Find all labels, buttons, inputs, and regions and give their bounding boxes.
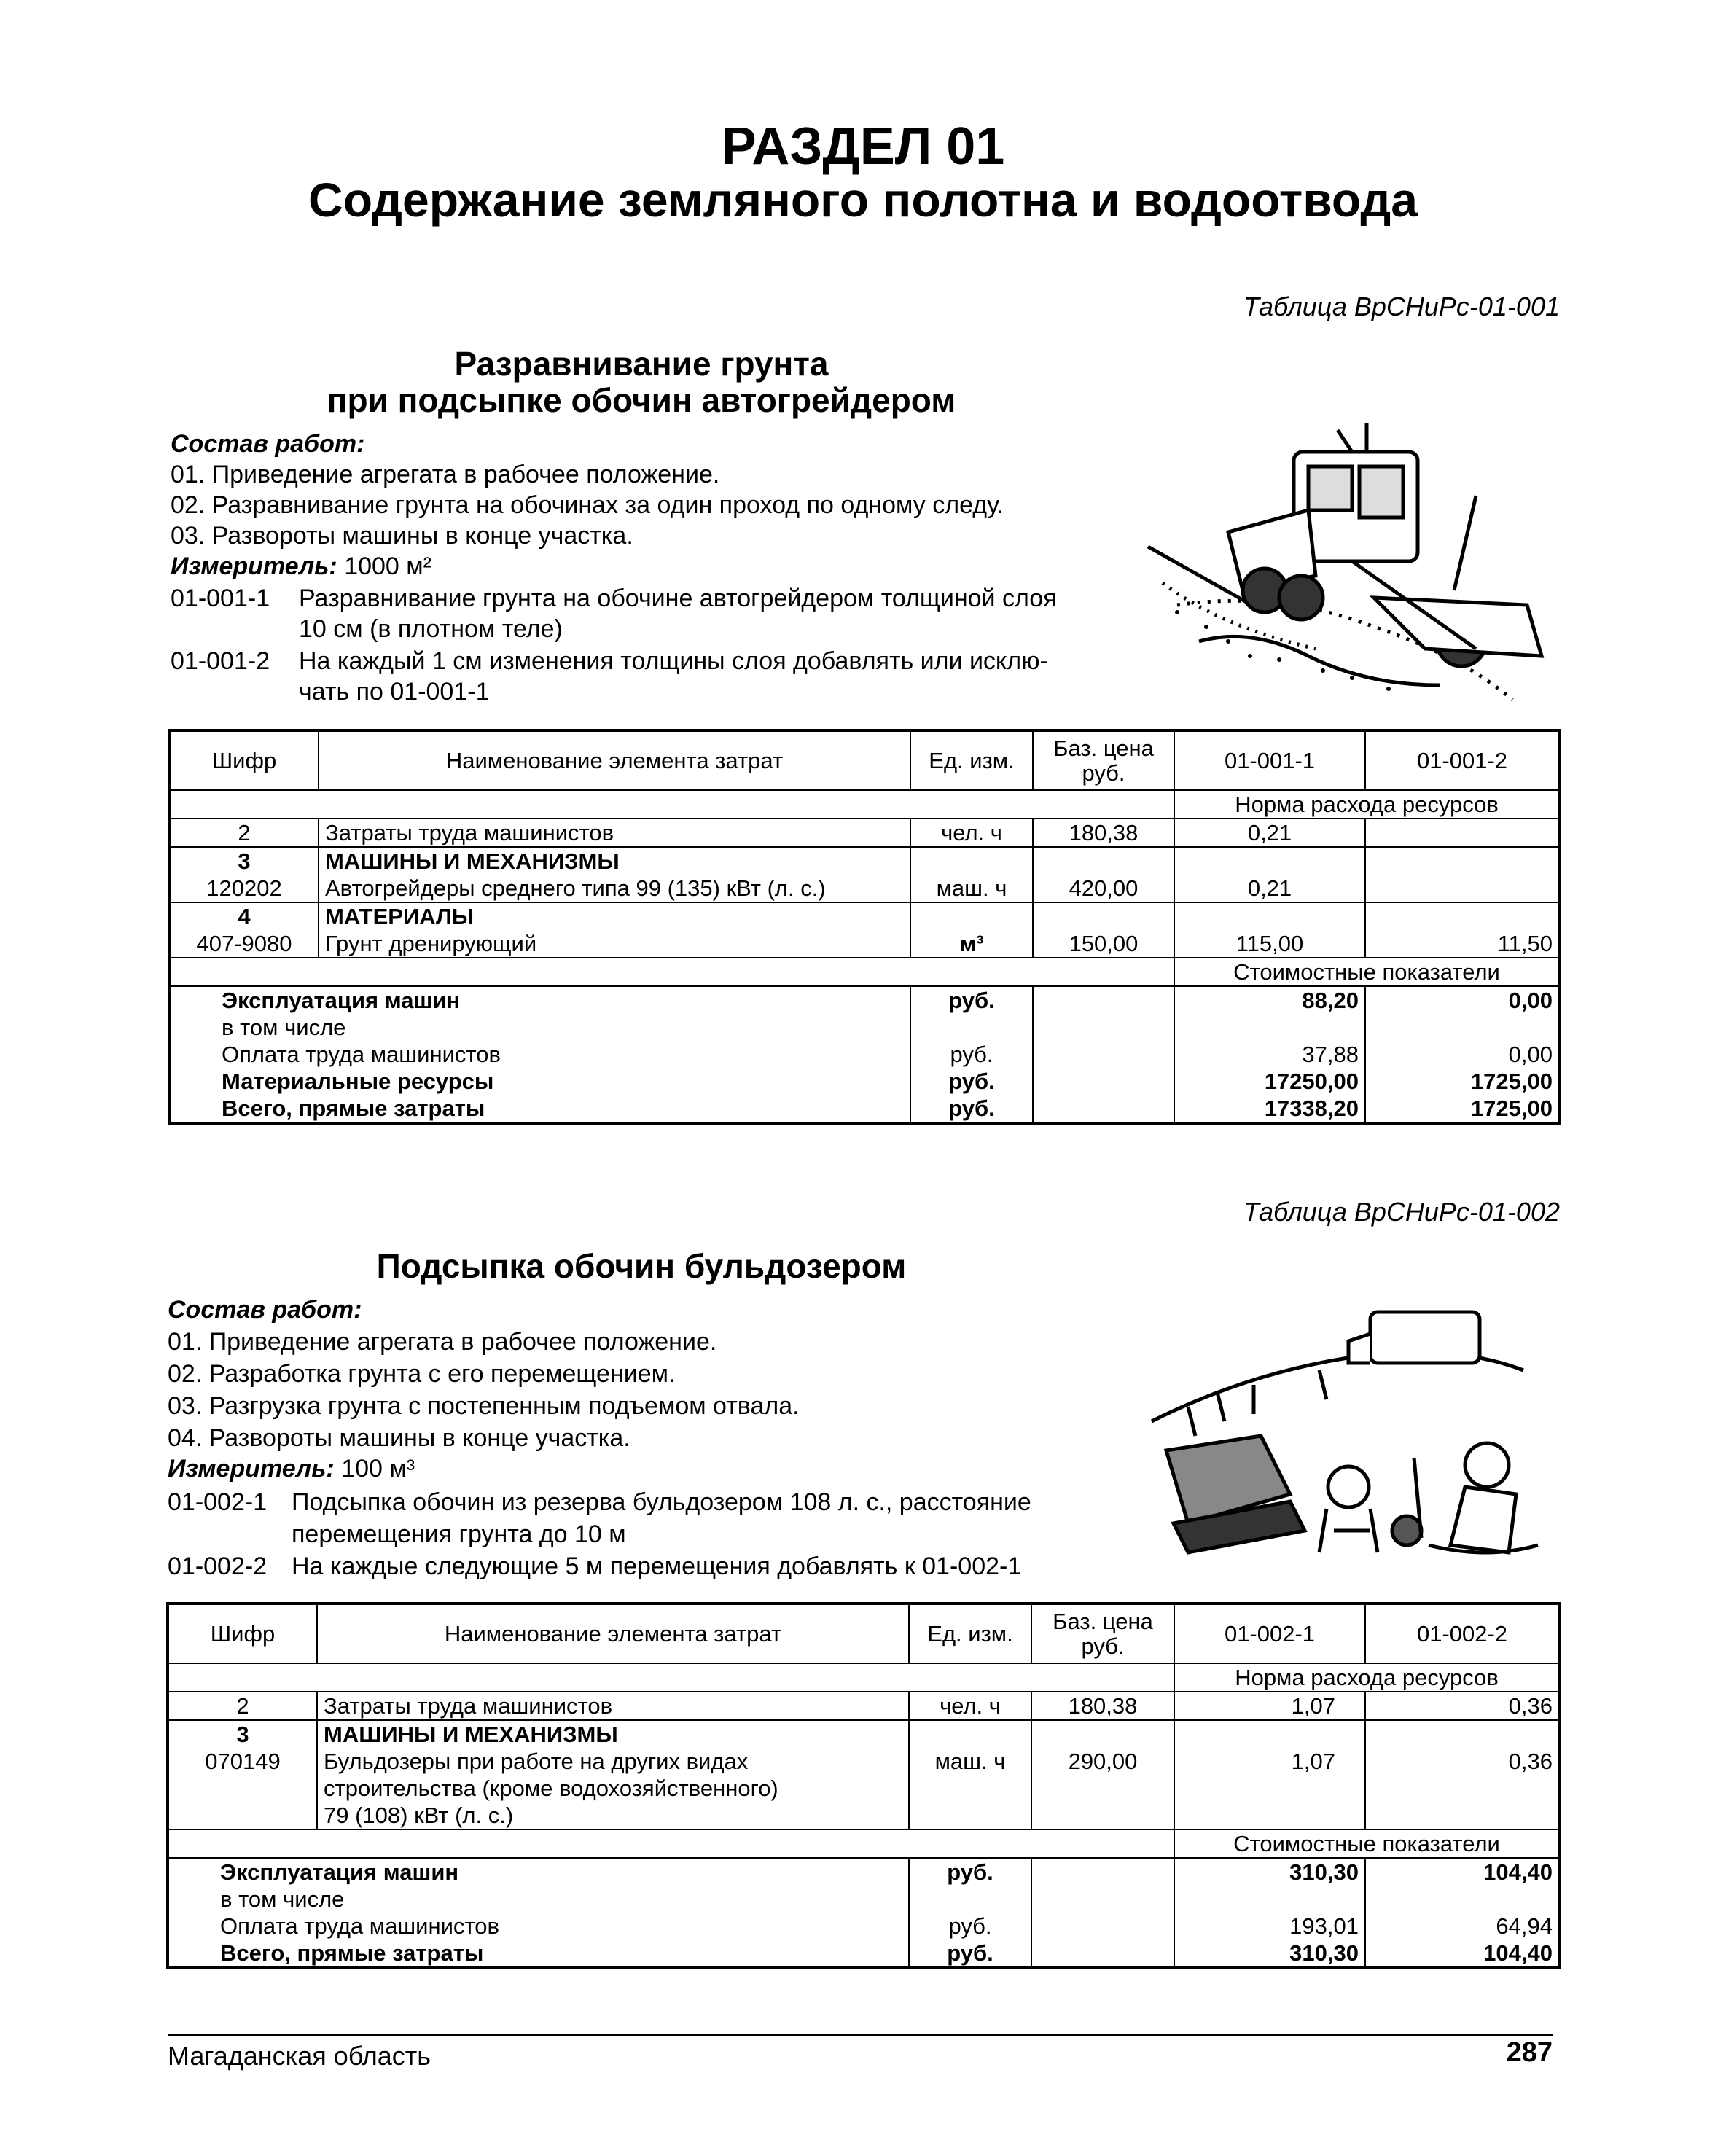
table2-work-item: 03. Разгрузка грунта с постепенным подъемом отвала. [168,1392,800,1420]
table-row: 4 МАТЕРИАЛЫ [169,902,1560,930]
band-cost: Стоимостные показатели [1174,1829,1560,1858]
header-col1: 01-002-1 [1174,1604,1365,1663]
footer-region: Магаданская область [168,2041,432,2071]
table2-code-text: Подсыпка обочин из резерва бульдозером 108 л. с., расстояние [292,1488,1031,1516]
table1-work-item: 03. Развороты машины в конце участка. [171,522,633,550]
table1-code: 01-001-1 [171,585,270,612]
table1-code: 01-001-2 [171,647,270,675]
header-unit: Ед. изм. [909,1604,1031,1663]
table-row: 79 (108) кВт (л. с.) [168,1802,1560,1829]
table2-resources [166,1602,1561,1969]
table2-measure [168,1453,415,1484]
table2-code: 01-002-1 [168,1488,268,1516]
cost-row: Всего, прямые затраты руб. 310,30 104,40 [168,1940,1560,1968]
table-row: 2 Затраты труда машинистов чел. ч 180,38 0,21 [169,819,1560,847]
cost-row: Всего, прямые затраты руб. 17338,20 1725,00 [169,1095,1560,1123]
table1-resources [168,729,1561,1125]
cost-row: в том числе [169,1014,1560,1041]
table-row: 407-9080 Грунт дренирующий м³ 150,00 115,00 11,50 [169,930,1560,958]
table2-code-text: перемещения грунта до 10 м [292,1520,626,1548]
table2-measure-value: 100 м³ [341,1455,415,1483]
header-price: Баз. цена руб. [1031,1604,1174,1663]
cost-row: Оплата труда машинистов руб. 193,01 64,94 [168,1913,1560,1940]
cost-row: в том числе [168,1886,1560,1913]
header-col2: 01-001-2 [1365,730,1560,790]
table2-work-label: Состав работ: [168,1296,362,1324]
table2-work-item: 04. Развороты машины в конце участка. [168,1424,630,1452]
table1-code-text: На каждый 1 см изменения толщины слоя добавлять или исклю- [299,647,1048,675]
page-number: 287 [1506,2037,1553,2068]
cost-row: Оплата труда машинистов руб. 37,88 0,00 [169,1041,1560,1068]
header-col1: 01-001-1 [1174,730,1365,790]
table2-ref: Таблица ВрСНиРс-01-002 [1243,1197,1560,1227]
table1-measure-label: Измеритель: [171,552,337,580]
bulldozer-illustration [1144,1290,1553,1582]
section-number: РАЗДЕЛ 01 [721,117,1005,176]
table2-work-item: 01. Приведение агрегата в рабочее положение. [168,1328,717,1356]
table1-title-line1: Разравнивание грунта [454,345,829,383]
header-col2: 01-002-2 [1365,1604,1560,1663]
header-name: Наименование элемента затрат [317,1604,909,1663]
table2-code: 01-002-2 [168,1552,268,1580]
band-norm: Норма расхода ресурсов [1174,790,1560,819]
table-row: 070149 Бульдозеры при работе на других видах маш. ч 290,00 1,07 0,36 [168,1748,1560,1775]
band-spacer [168,1829,1174,1858]
band-spacer [169,790,1174,819]
table1-work-label: Состав работ: [171,430,365,458]
band-spacer [169,958,1174,986]
table-row: 120202 Автогрейдеры среднего типа 99 (135) кВт (л. с.) маш. ч 420,00 0,21 [169,875,1560,902]
table2-work-item: 02. Разработка грунта с его перемещением. [168,1360,676,1388]
table1-code-text: 10 см (в плотном теле) [299,615,563,643]
table2-title: Подсыпка обочин бульдозером [376,1247,907,1285]
cost-row: Материальные ресурсы руб. 17250,00 1725,00 [169,1068,1560,1095]
table1-measure-value: 1000 м² [344,552,432,580]
section-title: Содержание земляного полотна и водоотвода [308,173,1418,227]
header-name: Наименование элемента затрат [319,730,910,790]
table2-code-text: На каждые следующие 5 м перемещения добавлять к 01-002-1 [292,1552,1022,1580]
header-price: Баз. цена руб. [1033,730,1174,790]
header-cipher: Шифр [168,1604,317,1663]
band-cost: Стоимостные показатели [1174,958,1560,986]
header-unit: Ед. изм. [910,730,1033,790]
table-row: строительства (кроме водохозяйственного) [168,1775,1560,1802]
table1-measure [171,551,432,582]
table2-measure-label: Измеритель: [168,1455,335,1483]
cost-row: Эксплуатация машин руб. 310,30 104,40 [168,1858,1560,1886]
cost-row: Эксплуатация машин руб. 88,20 0,00 [169,986,1560,1014]
grader-illustration [1133,408,1556,714]
table1-code-text: чать по 01-001-1 [299,678,490,706]
table1-code-text: Разравнивание грунта на обочине автогрейдером толщиной слоя [299,585,1057,612]
table-row: 3 МАШИНЫ И МЕХАНИЗМЫ [169,847,1560,875]
footer-divider [168,2034,1553,2036]
table1-ref: Таблица ВрСНиРс-01-001 [1243,292,1560,321]
band-norm: Норма расхода ресурсов [1174,1663,1560,1692]
header-cipher: Шифр [169,730,319,790]
table-row: 3 МАШИНЫ И МЕХАНИЗМЫ [168,1720,1560,1748]
band-spacer [168,1663,1174,1692]
table-row: 2 Затраты труда машинистов чел. ч 180,38 1,07 0,36 [168,1692,1560,1720]
table1-work-item: 01. Приведение агрегата в рабочее положение. [171,461,720,488]
table1-title-line2: при подсыпке обочин автогрейдером [327,381,956,419]
table1-work-item: 02. Разравнивание грунта на обочинах за один проход по одному следу. [171,491,1004,519]
